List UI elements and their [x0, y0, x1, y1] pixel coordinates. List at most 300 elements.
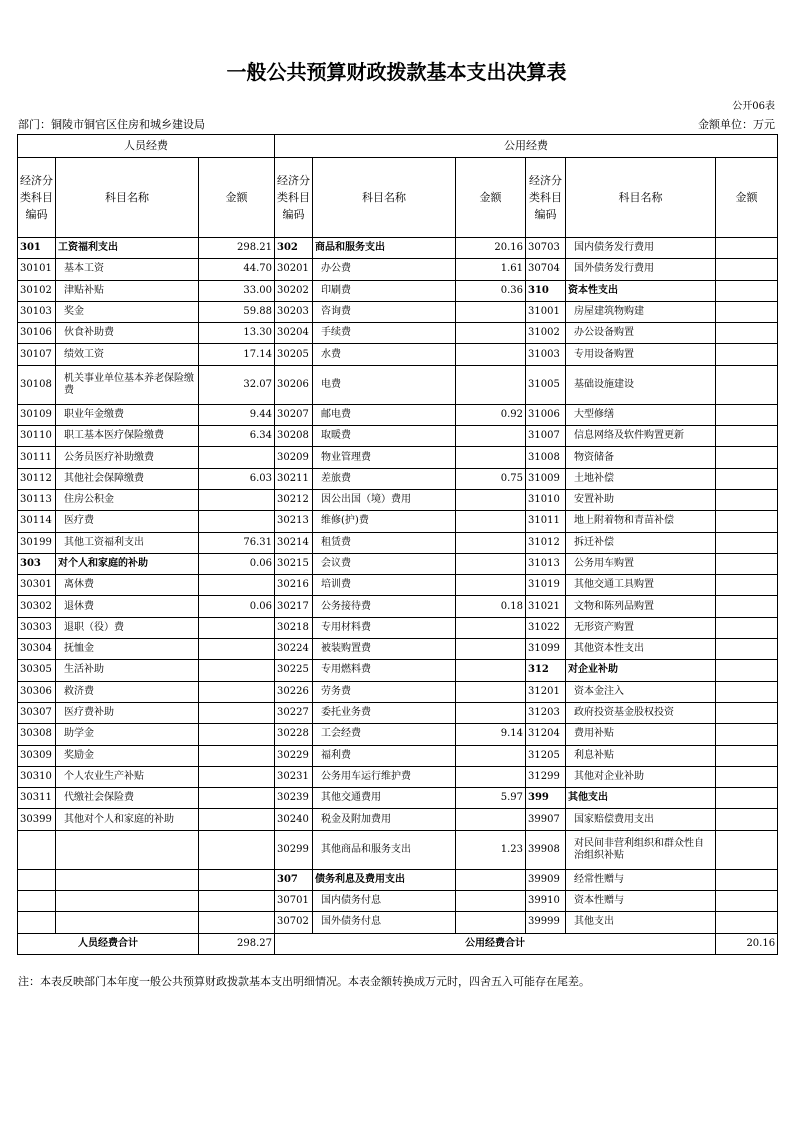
name-cell: 国家赔偿费用支出 — [566, 809, 716, 830]
code-cell: 30311 — [18, 788, 56, 809]
amount-cell — [199, 681, 275, 702]
code-cell: 301 — [18, 238, 56, 259]
header-code: 经济分类科目编码 — [275, 158, 313, 238]
code-cell: 31003 — [526, 344, 566, 365]
name-cell: 其他对企业补助 — [566, 766, 716, 787]
amount-cell — [456, 681, 526, 702]
name-cell: 职业年金缴费 — [56, 404, 199, 425]
header-personnel: 人员经费 — [18, 135, 275, 158]
header-public: 公用经费 — [275, 135, 778, 158]
name-cell: 公务员医疗补助缴费 — [56, 447, 199, 468]
code-cell: 31022 — [526, 617, 566, 638]
name-cell: 资本性赠与 — [566, 891, 716, 912]
name-cell: 救济费 — [56, 681, 199, 702]
amount-cell — [716, 404, 778, 425]
amount-cell — [716, 639, 778, 660]
name-cell: 退职（役）费 — [56, 617, 199, 638]
table-row — [18, 511, 778, 532]
table-row — [18, 830, 778, 869]
amount-cell: 1.61 — [456, 259, 526, 280]
name-cell: 基础设施建设 — [566, 365, 716, 404]
public-total-label: 公用经费合计 — [275, 933, 716, 954]
name-cell: 专用燃料费 — [313, 660, 456, 681]
amount-cell — [456, 532, 526, 553]
amount-cell: 6.03 — [199, 468, 275, 489]
personnel-total-label: 人员经费合计 — [18, 933, 199, 954]
amount-cell — [199, 489, 275, 510]
amount-cell — [716, 532, 778, 553]
name-cell: 差旅费 — [313, 468, 456, 489]
amount-cell — [199, 745, 275, 766]
amount-cell — [716, 617, 778, 638]
name-cell — [56, 912, 199, 933]
amount-cell — [716, 426, 778, 447]
code-cell: 31005 — [526, 365, 566, 404]
name-cell: 政府投资基金股权投资 — [566, 702, 716, 723]
code-cell: 30202 — [275, 280, 313, 301]
table-row — [18, 489, 778, 510]
name-cell: 其他商品和服务支出 — [313, 830, 456, 869]
amount-cell — [456, 447, 526, 468]
name-cell: 其他支出 — [566, 912, 716, 933]
name-cell: 商品和服务支出 — [313, 238, 456, 259]
header-row-columns — [18, 158, 778, 238]
name-cell: 维修(护)费 — [313, 511, 456, 532]
name-cell — [56, 830, 199, 869]
table-row — [18, 724, 778, 745]
name-cell: 劳务费 — [313, 681, 456, 702]
code-cell: 30304 — [18, 639, 56, 660]
amount-cell: 9.44 — [199, 404, 275, 425]
amount-cell — [199, 766, 275, 787]
amount-cell: 0.75 — [456, 468, 526, 489]
header-code: 经济分类科目编码 — [526, 158, 566, 238]
amount-cell: 0.06 — [199, 553, 275, 574]
name-cell: 其他支出 — [566, 788, 716, 809]
code-cell — [18, 869, 56, 890]
amount-cell — [716, 766, 778, 787]
code-cell: 30227 — [275, 702, 313, 723]
code-cell: 30231 — [275, 766, 313, 787]
code-cell: 30199 — [18, 532, 56, 553]
code-cell: 30306 — [18, 681, 56, 702]
page-title: 一般公共预算财政拨款基本支出决算表 — [226, 60, 567, 84]
name-cell: 奖金 — [56, 301, 199, 322]
name-cell: 咨询费 — [313, 301, 456, 322]
amount-cell — [716, 280, 778, 301]
name-cell: 因公出国（境）费用 — [313, 489, 456, 510]
name-cell: 津贴补贴 — [56, 280, 199, 301]
table-row — [18, 912, 778, 933]
amount-cell — [456, 301, 526, 322]
code-cell: 30703 — [526, 238, 566, 259]
amount-cell — [716, 238, 778, 259]
table-row — [18, 788, 778, 809]
amount-cell — [456, 766, 526, 787]
code-cell: 30302 — [18, 596, 56, 617]
code-cell: 31007 — [526, 426, 566, 447]
code-cell: 31008 — [526, 447, 566, 468]
name-cell: 退休费 — [56, 596, 199, 617]
code-cell: 30704 — [526, 259, 566, 280]
table-row — [18, 426, 778, 447]
table-row — [18, 468, 778, 489]
code-cell: 30308 — [18, 724, 56, 745]
header-name: 科目名称 — [313, 158, 456, 238]
code-cell — [18, 891, 56, 912]
amount-cell: 32.07 — [199, 365, 275, 404]
amount-cell — [716, 724, 778, 745]
amount-cell: 0.36 — [456, 280, 526, 301]
name-cell: 经常性赠与 — [566, 869, 716, 890]
code-cell: 30207 — [275, 404, 313, 425]
amount-cell: 9.14 — [456, 724, 526, 745]
name-cell: 取暖费 — [313, 426, 456, 447]
name-cell: 拆迁补偿 — [566, 532, 716, 553]
table-row — [18, 617, 778, 638]
name-cell: 公务接待费 — [313, 596, 456, 617]
amount-cell: 0.18 — [456, 596, 526, 617]
amount-cell — [456, 323, 526, 344]
amount-cell — [456, 745, 526, 766]
name-cell: 信息网络及软件购置更新 — [566, 426, 716, 447]
amount-cell — [716, 553, 778, 574]
name-cell: 国外债务发行费用 — [566, 259, 716, 280]
code-cell: 30225 — [275, 660, 313, 681]
amount-cell: 59.88 — [199, 301, 275, 322]
code-cell: 30109 — [18, 404, 56, 425]
amount-cell: 1.23 — [456, 830, 526, 869]
code-cell: 312 — [526, 660, 566, 681]
name-cell: 房屋建筑物购建 — [566, 301, 716, 322]
table-row — [18, 280, 778, 301]
name-cell — [56, 891, 199, 912]
code-cell: 31203 — [526, 702, 566, 723]
header-name: 科目名称 — [56, 158, 199, 238]
code-cell: 30218 — [275, 617, 313, 638]
code-cell: 302 — [275, 238, 313, 259]
code-cell: 31006 — [526, 404, 566, 425]
name-cell: 水费 — [313, 344, 456, 365]
table-row — [18, 809, 778, 830]
amount-cell — [716, 575, 778, 596]
name-cell: 其他社会保障缴费 — [56, 468, 199, 489]
name-cell: 利息补贴 — [566, 745, 716, 766]
code-cell: 30299 — [275, 830, 313, 869]
amount-cell — [456, 702, 526, 723]
amount-cell — [199, 830, 275, 869]
code-cell: 31019 — [526, 575, 566, 596]
header-row-group — [18, 135, 778, 158]
name-cell: 抚恤金 — [56, 639, 199, 660]
code-cell: 39910 — [526, 891, 566, 912]
name-cell: 对企业补助 — [566, 660, 716, 681]
code-cell: 31099 — [526, 639, 566, 660]
code-cell: 30228 — [275, 724, 313, 745]
amount-cell — [716, 702, 778, 723]
amount-cell: 298.21 — [199, 238, 275, 259]
name-cell: 会议费 — [313, 553, 456, 574]
code-cell: 30114 — [18, 511, 56, 532]
name-cell: 代缴社会保险费 — [56, 788, 199, 809]
name-cell: 绩效工资 — [56, 344, 199, 365]
personnel-total-amount: 298.27 — [199, 933, 275, 954]
amount-cell — [716, 468, 778, 489]
amount-cell: 5.97 — [456, 788, 526, 809]
name-cell: 债务利息及费用支出 — [313, 869, 456, 890]
name-cell: 奖励金 — [56, 745, 199, 766]
name-cell: 基本工资 — [56, 259, 199, 280]
code-cell: 30107 — [18, 344, 56, 365]
code-cell: 30103 — [18, 301, 56, 322]
name-cell: 印刷费 — [313, 280, 456, 301]
name-cell: 生活补助 — [56, 660, 199, 681]
table-row — [18, 891, 778, 912]
amount-cell — [716, 447, 778, 468]
table-row — [18, 238, 778, 259]
code-cell: 30240 — [275, 809, 313, 830]
code-cell: 31205 — [526, 745, 566, 766]
code-cell: 30212 — [275, 489, 313, 510]
name-cell: 专用设备购置 — [566, 344, 716, 365]
name-cell: 其他交通工具购置 — [566, 575, 716, 596]
code-cell: 399 — [526, 788, 566, 809]
name-cell: 对个人和家庭的补助 — [56, 553, 199, 574]
code-cell: 30205 — [275, 344, 313, 365]
header-amount: 金额 — [456, 158, 526, 238]
amount-cell — [716, 681, 778, 702]
code-cell: 31002 — [526, 323, 566, 344]
totals-row — [18, 933, 778, 954]
code-cell: 30111 — [18, 447, 56, 468]
amount-cell — [716, 344, 778, 365]
department-label: 部门：铜陵市铜官区住房和城乡建设局 — [18, 118, 205, 131]
table-row — [18, 447, 778, 468]
expenditure-table — [17, 134, 778, 955]
table-row — [18, 323, 778, 344]
amount-cell — [716, 365, 778, 404]
amount-cell — [456, 553, 526, 574]
amount-cell — [456, 617, 526, 638]
name-cell: 专用材料费 — [313, 617, 456, 638]
amount-cell — [716, 830, 778, 869]
name-cell: 费用补贴 — [566, 724, 716, 745]
table-row — [18, 553, 778, 574]
name-cell: 公务用车运行维护费 — [313, 766, 456, 787]
code-cell: 30206 — [275, 365, 313, 404]
code-cell: 31201 — [526, 681, 566, 702]
name-cell: 个人农业生产补贴 — [56, 766, 199, 787]
name-cell: 培训费 — [313, 575, 456, 596]
name-cell: 地上附着物和青苗补偿 — [566, 511, 716, 532]
amount-cell — [456, 365, 526, 404]
code-cell: 30106 — [18, 323, 56, 344]
code-cell: 303 — [18, 553, 56, 574]
table-row — [18, 660, 778, 681]
amount-cell — [199, 788, 275, 809]
amount-cell — [199, 660, 275, 681]
name-cell: 其他交通费用 — [313, 788, 456, 809]
table-row — [18, 702, 778, 723]
table-row — [18, 301, 778, 322]
amount-cell: 33.00 — [199, 280, 275, 301]
code-cell: 31021 — [526, 596, 566, 617]
name-cell: 安置补助 — [566, 489, 716, 510]
name-cell: 伙食补助费 — [56, 323, 199, 344]
name-cell: 职工基本医疗保险缴费 — [56, 426, 199, 447]
amount-cell — [716, 596, 778, 617]
code-cell: 30229 — [275, 745, 313, 766]
code-cell: 31299 — [526, 766, 566, 787]
table-row — [18, 575, 778, 596]
amount-cell — [456, 660, 526, 681]
table-row — [18, 404, 778, 425]
name-cell: 手续费 — [313, 323, 456, 344]
name-cell: 电费 — [313, 365, 456, 404]
code-cell: 30309 — [18, 745, 56, 766]
name-cell: 助学金 — [56, 724, 199, 745]
table-row — [18, 344, 778, 365]
amount-cell — [716, 788, 778, 809]
name-cell: 租赁费 — [313, 532, 456, 553]
name-cell: 住房公积金 — [56, 489, 199, 510]
name-cell: 办公设备购置 — [566, 323, 716, 344]
code-cell: 30310 — [18, 766, 56, 787]
amount-cell — [456, 869, 526, 890]
amount-cell — [716, 301, 778, 322]
amount-cell — [716, 660, 778, 681]
amount-cell — [716, 912, 778, 933]
header-amount: 金额 — [199, 158, 275, 238]
amount-cell: 13.30 — [199, 323, 275, 344]
amount-cell — [199, 891, 275, 912]
code-cell: 30305 — [18, 660, 56, 681]
code-cell: 30701 — [275, 891, 313, 912]
code-cell: 31010 — [526, 489, 566, 510]
amount-cell — [199, 869, 275, 890]
table-row — [18, 596, 778, 617]
name-cell: 工资福利支出 — [56, 238, 199, 259]
name-cell: 对民间非营利组织和群众性自治组织补贴 — [566, 830, 716, 869]
name-cell: 税金及附加费用 — [313, 809, 456, 830]
amount-cell — [456, 489, 526, 510]
code-cell: 39999 — [526, 912, 566, 933]
name-cell — [56, 869, 199, 890]
amount-cell — [716, 511, 778, 532]
name-cell: 物资储备 — [566, 447, 716, 468]
code-cell — [18, 830, 56, 869]
name-cell: 文物和陈列品购置 — [566, 596, 716, 617]
table-row — [18, 259, 778, 280]
code-cell: 31012 — [526, 532, 566, 553]
code-cell: 30113 — [18, 489, 56, 510]
amount-cell — [716, 869, 778, 890]
amount-cell: 0.06 — [199, 596, 275, 617]
code-cell: 30102 — [18, 280, 56, 301]
amount-cell — [199, 447, 275, 468]
amount-cell — [199, 639, 275, 660]
name-cell: 邮电费 — [313, 404, 456, 425]
code-cell: 30702 — [275, 912, 313, 933]
name-cell: 医疗费补助 — [56, 702, 199, 723]
amount-cell — [199, 724, 275, 745]
header-code: 经济分类科目编码 — [18, 158, 56, 238]
code-cell: 39909 — [526, 869, 566, 890]
header-amount: 金额 — [716, 158, 778, 238]
code-cell: 310 — [526, 280, 566, 301]
amount-cell — [456, 575, 526, 596]
table-row — [18, 639, 778, 660]
name-cell: 大型修缮 — [566, 404, 716, 425]
code-cell: 31013 — [526, 553, 566, 574]
table-row — [18, 745, 778, 766]
code-cell: 30112 — [18, 468, 56, 489]
name-cell: 机关事业单位基本养老保险缴费 — [56, 365, 199, 404]
code-cell: 30226 — [275, 681, 313, 702]
amount-cell — [456, 912, 526, 933]
unit-label: 金额单位：万元 — [698, 118, 775, 131]
amount-cell — [199, 702, 275, 723]
name-cell: 离休费 — [56, 575, 199, 596]
table-row — [18, 365, 778, 404]
name-cell: 医疗费 — [56, 511, 199, 532]
code-cell: 31009 — [526, 468, 566, 489]
name-cell: 资本金注入 — [566, 681, 716, 702]
code-cell: 30213 — [275, 511, 313, 532]
code-cell: 30108 — [18, 365, 56, 404]
code-cell: 30303 — [18, 617, 56, 638]
code-cell: 31204 — [526, 724, 566, 745]
amount-cell: 6.34 — [199, 426, 275, 447]
code-cell: 31011 — [526, 511, 566, 532]
amount-cell — [716, 745, 778, 766]
table-row — [18, 532, 778, 553]
name-cell: 委托业务费 — [313, 702, 456, 723]
name-cell: 无形资产购置 — [566, 617, 716, 638]
code-cell: 307 — [275, 869, 313, 890]
amount-cell — [199, 617, 275, 638]
amount-cell — [716, 809, 778, 830]
code-cell: 30214 — [275, 532, 313, 553]
name-cell: 资本性支出 — [566, 280, 716, 301]
name-cell: 福利费 — [313, 745, 456, 766]
amount-cell — [456, 511, 526, 532]
amount-cell — [456, 639, 526, 660]
amount-cell — [716, 259, 778, 280]
amount-cell — [716, 891, 778, 912]
code-cell: 30101 — [18, 259, 56, 280]
name-cell: 国内债务发行费用 — [566, 238, 716, 259]
name-cell: 国外债务付息 — [313, 912, 456, 933]
code-cell: 30203 — [275, 301, 313, 322]
code-cell: 30201 — [275, 259, 313, 280]
public-total-amount: 20.16 — [716, 933, 778, 954]
code-cell: 30209 — [275, 447, 313, 468]
table-row — [18, 681, 778, 702]
amount-cell: 76.31 — [199, 532, 275, 553]
amount-cell — [456, 809, 526, 830]
name-cell: 工会经费 — [313, 724, 456, 745]
code-cell: 39907 — [526, 809, 566, 830]
code-cell: 31001 — [526, 301, 566, 322]
amount-cell: 20.16 — [456, 238, 526, 259]
code-cell: 30399 — [18, 809, 56, 830]
amount-cell — [199, 511, 275, 532]
code-cell: 30217 — [275, 596, 313, 617]
code-cell: 39908 — [526, 830, 566, 869]
code-cell — [18, 912, 56, 933]
code-cell: 30301 — [18, 575, 56, 596]
